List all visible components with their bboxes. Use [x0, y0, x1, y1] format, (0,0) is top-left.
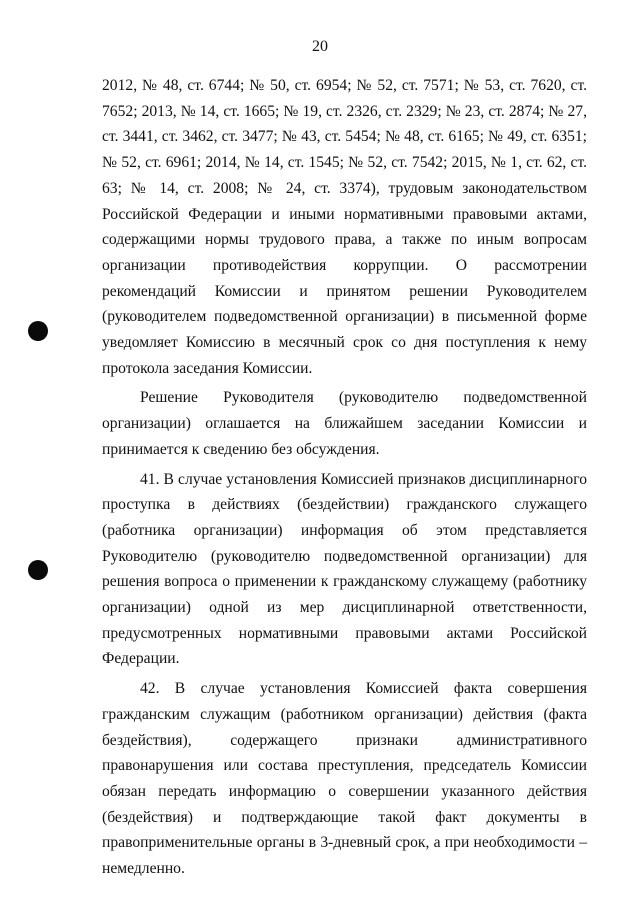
paragraph-item-42: 42. В случае установления Комиссией факта совершения гражданским служащим (работником организации) действия (факта бездействия), содержащего признаки административного правонарушения или состава преступления, председатель Комиссии обязан передать информацию о совершении указанного действия (бездействия) и подтверждающие такой факт документы в правоприменительные органы в 3-дневный срок, а при необходимости – немедленно. [102, 680, 587, 878]
paragraph-continuation: 2012, № 48, ст. 6744; № 50, ст. 6954; № 52, ст. 7571; № 53, ст. 7620, ст. 7652; 2013, № 14, ст. 1665; № 19, ст. 2326, ст. 2329; № 23, ст. 2874; № 27, ст. 3441, ст. 3462, ст. 3477; № 43, ст. 5454; № 48, ст. 6165; № 49, ст. 6351; № 52, ст. 6961; 2014, № 14, ст. 1545; № 52, ст. 7542; 2015, № 1, ст. 62, ст. 63; № 14, ст. 2008; № 24, ст. 3374), трудовым законодательством Российской Федерации и иными нормативными правовыми актами, содержащими нормы трудового права, а также по иным вопросам организации противодействия коррупции. О рассмотрении рекомендаций Комиссии и принятом решении Руководителем (руководителем подведомственной организации) в письменной форме уведомляет Комиссию в месячный срок со дня поступления к нему протокола заседания Комиссии. [102, 77, 587, 377]
document-body [102, 73, 587, 882]
paragraph-decision: Решение Руководителя (руководителю подведомственной организации) оглашается на ближайшем заседании Комиссии и принимается к сведению без обсуждения. [102, 389, 587, 458]
punch-hole-bottom [28, 560, 48, 580]
punch-hole-top [28, 321, 48, 341]
page-number: 20 [312, 38, 328, 55]
paragraph-item-41: 41. В случае установления Комиссией признаков дисциплинарного проступка в действиях (бездействии) гражданского служащего (работника организации) информация об этом представляется Руководителю (руководителю подведомственной организации) для решения вопроса о применении к гражданскому служащему (работнику организации) одной из мер дисциплинарной ответственности, предусмотренных нормативными правовыми актами Российской Федерации. [102, 470, 587, 668]
